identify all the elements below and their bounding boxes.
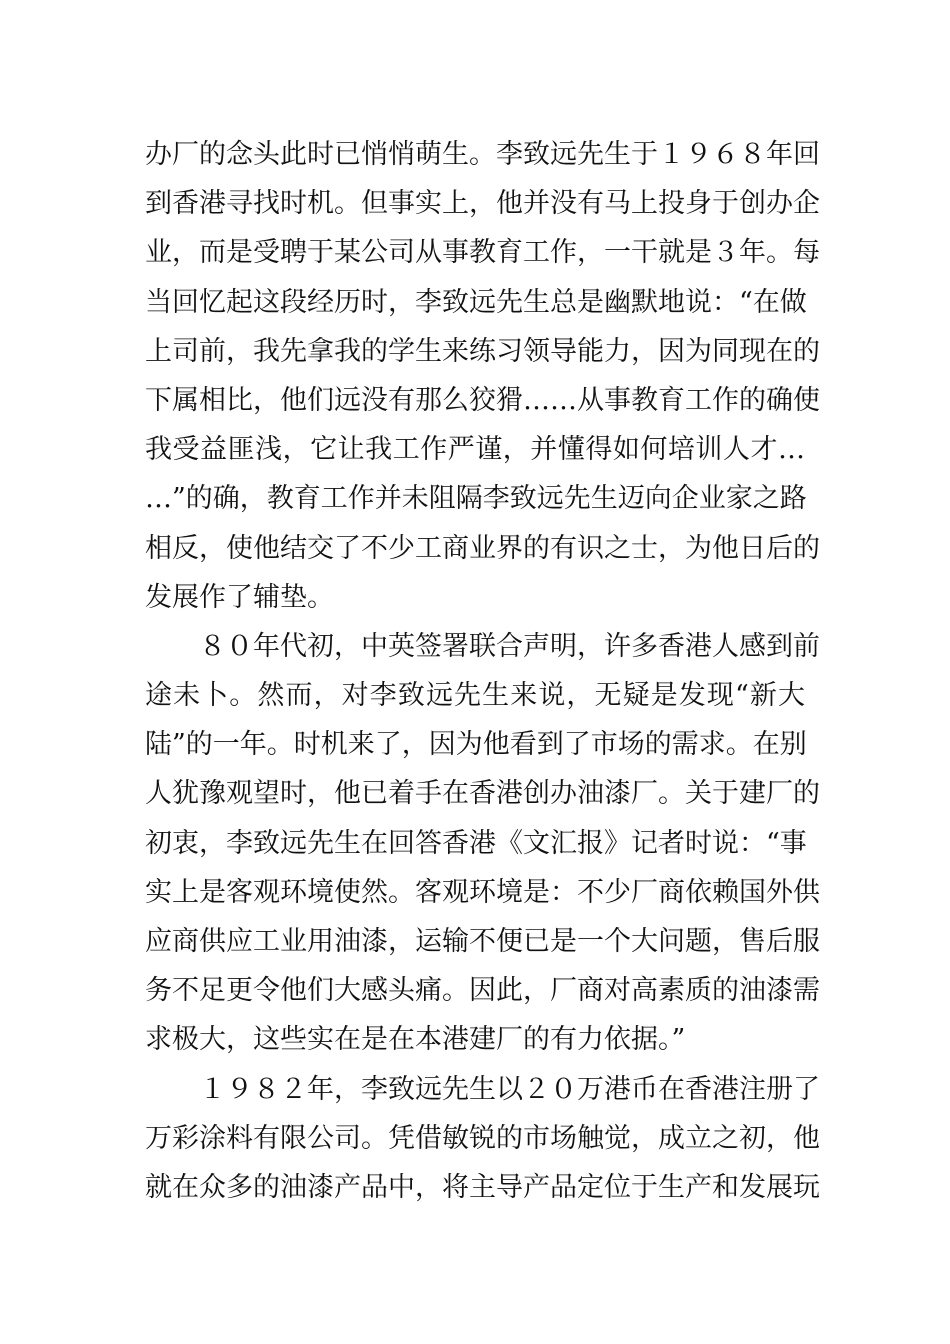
text-line: 办厂的念头此时已悄悄萌生。李致远先生于１９６８年回 <box>145 139 820 170</box>
text-line: 我受益匪浅，它让我工作严谨，并懂得如何培训人才… <box>145 434 805 466</box>
text-line: １９８２年，李致远先生以２０万港币在香港注册了 <box>145 1073 820 1105</box>
text-line: 万彩涂料有限公司。凭借敏锐的市场触觉，成立之初，他 <box>145 1122 820 1154</box>
text-line: 初衷，李致远先生在回答香港《文汇报》记者时说：“事 <box>145 827 807 859</box>
text-line: 求极大，这些实在是在本港建厂的有力依据。” <box>145 1024 686 1056</box>
text-line: …”的确，教育工作并未阻隔李致远先生迈向企业家之路 <box>145 483 807 515</box>
paragraph-3 <box>145 1065 820 1213</box>
text-line: 陆”的一年。时机来了，因为他看到了市场的需求。在别 <box>145 729 807 761</box>
text-line: ８０年代初，中英签署联合声明，许多香港人感到前 <box>145 630 820 662</box>
text-line: 业，而是受聘于某公司从事教育工作，一干就是３年。每 <box>145 237 820 269</box>
text-line: 务不足更令他们大感头痛。因此，厂商对高素质的油漆需 <box>145 975 820 1007</box>
text-line: 实上是客观环境使然。客观环境是：不少厂商依赖国外供 <box>145 876 820 908</box>
text-line: 当回忆起这段经历时，李致远先生总是幽默地说：“在做 <box>145 286 807 318</box>
text-line: 发展作了辅垫。 <box>145 581 334 613</box>
text-line: 就在众多的油漆产品中，将主导产品定位于生产和发展玩 <box>145 1171 820 1203</box>
text-line: 到香港寻找时机。但事实上，他并没有马上投身于创办企 <box>145 188 820 220</box>
text-line: 途未卜。然而，对李致远先生来说，无疑是发现“新大 <box>145 680 805 712</box>
text-line: 人犹豫观望时，他已着手在香港创办油漆厂。关于建厂的 <box>145 778 820 810</box>
text-line: 上司前，我先拿我的学生来练习领导能力，因为同现在的 <box>145 335 820 367</box>
body-text <box>145 130 820 1212</box>
paragraph-1 <box>145 130 820 622</box>
paragraph-2 <box>145 622 820 1065</box>
text-line: 相反，使他结交了不少工商业界的有识之士，为他日后的 <box>145 532 820 564</box>
text-line: 下属相比，他们远没有那么狡猾……从事教育工作的确使 <box>145 384 820 416</box>
text-line: 应商供应工业用油漆，运输不便已是一个大问题，售后服 <box>145 926 820 957</box>
